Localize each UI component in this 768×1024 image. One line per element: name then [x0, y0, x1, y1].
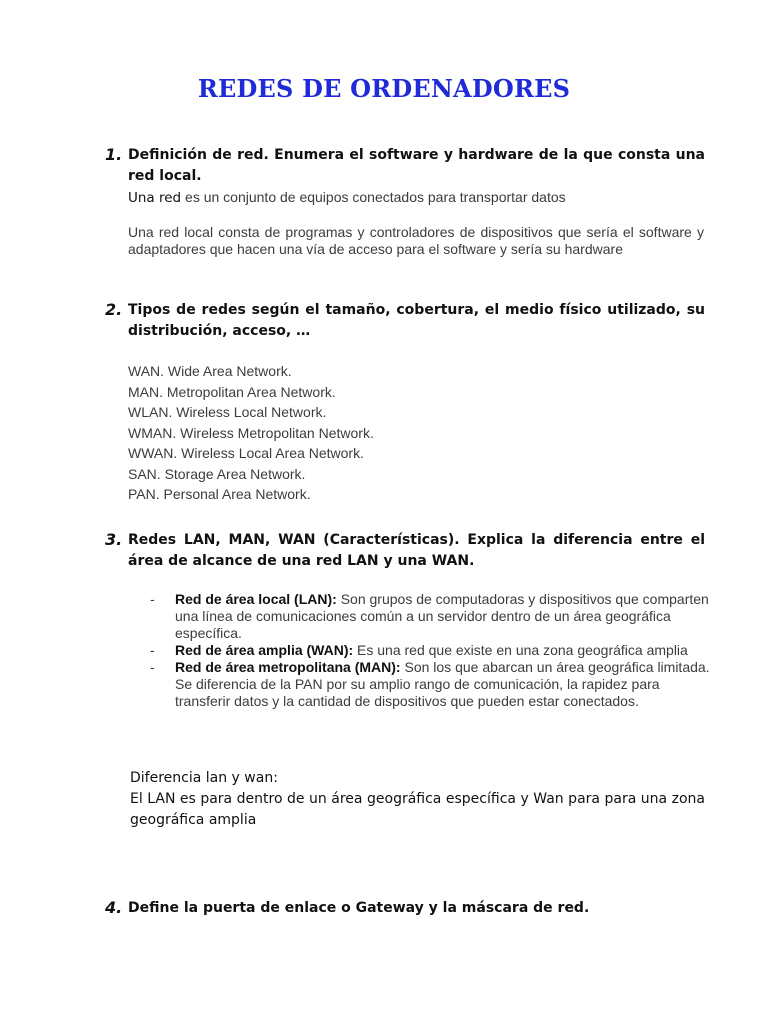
question-4: [105, 898, 705, 919]
answer-rest: es un conjunto de equipos conectados para transportar datos: [181, 189, 566, 205]
bullet-dash: -: [150, 642, 155, 658]
difference-section: [130, 768, 705, 831]
bullet-term: Red de área local (LAN):: [175, 591, 337, 607]
question-text: Redes LAN, MAN, WAN (Características). Explica la diferencia entre el área de alcance de una red LAN y una WAN.: [128, 532, 705, 569]
question-2: [105, 300, 705, 342]
list-item: WWAN. Wireless Local Area Network.: [128, 445, 364, 461]
bullet-description: Es una red que existe en una zona geográfica amplia: [353, 642, 688, 658]
list-item: MAN. Metropolitan Area Network.: [128, 383, 336, 400]
answer-lead: Una red: [128, 190, 182, 206]
question-number: 2.: [105, 300, 123, 319]
bullet-term: Red de área metropolitana (MAN):: [175, 659, 401, 675]
answer-1-components: Una red local consta de programas y controladores de dispositivos que sería el software y adaptadores que hacen una vía de acceso para el software y sería su hardware: [128, 224, 704, 257]
bullet-dash: -: [150, 659, 155, 675]
list-item: WMAN. Wireless Metropolitan Network.: [128, 424, 374, 441]
answer-1-definition: [128, 189, 704, 207]
bullet-term: Red de área amplia (WAN):: [175, 642, 354, 658]
list-item: WLAN. Wireless Local Network.: [128, 404, 327, 420]
network-types-list: [128, 361, 688, 505]
question-3: [105, 530, 705, 572]
document-title: REDES DE ORDENADORES: [197, 74, 571, 103]
list-item: SAN. Storage Area Network.: [128, 465, 306, 482]
list-item: [150, 642, 710, 659]
difference-title: Diferencia lan y wan:: [130, 770, 278, 786]
question-text: Define la puerta de enlace o Gateway y la máscara de red.: [128, 900, 590, 916]
question-text: Definición de red. Enumera el software y hardware de la que consta una red local.: [128, 147, 705, 184]
list-item: [150, 659, 710, 710]
question-1: [105, 145, 705, 187]
bullet-description: Son los que abarcan un área geográfica limitada. Se diferencia de la PAN por su amplio rango de comunicación, la rapidez para transferir datos y la cantidad de dispositivos que pueden estar conectados.: [175, 659, 710, 709]
list-item: [150, 591, 710, 642]
list-item: PAN. Personal Area Network.: [128, 486, 311, 502]
question-number: 3.: [105, 530, 123, 549]
question-number: 1.: [105, 145, 123, 164]
question-text: Tipos de redes según el tamaño, cobertura, el medio físico utilizado, su distribución, acceso, …: [128, 302, 705, 339]
question-number: 4.: [105, 898, 123, 917]
bullet-dash: -: [150, 591, 155, 607]
bullet-description: Son grupos de computadoras y dispositivos que comparten una línea de comunicaciones común a un servidor dentro de un área geográfica específica.: [175, 591, 709, 641]
list-item: WAN. Wide Area Network.: [128, 363, 292, 379]
network-characteristics-list: [150, 591, 710, 710]
difference-text: El LAN es para dentro de un área geográfica específica y Wan para para una zona geográfica amplia: [130, 791, 705, 828]
